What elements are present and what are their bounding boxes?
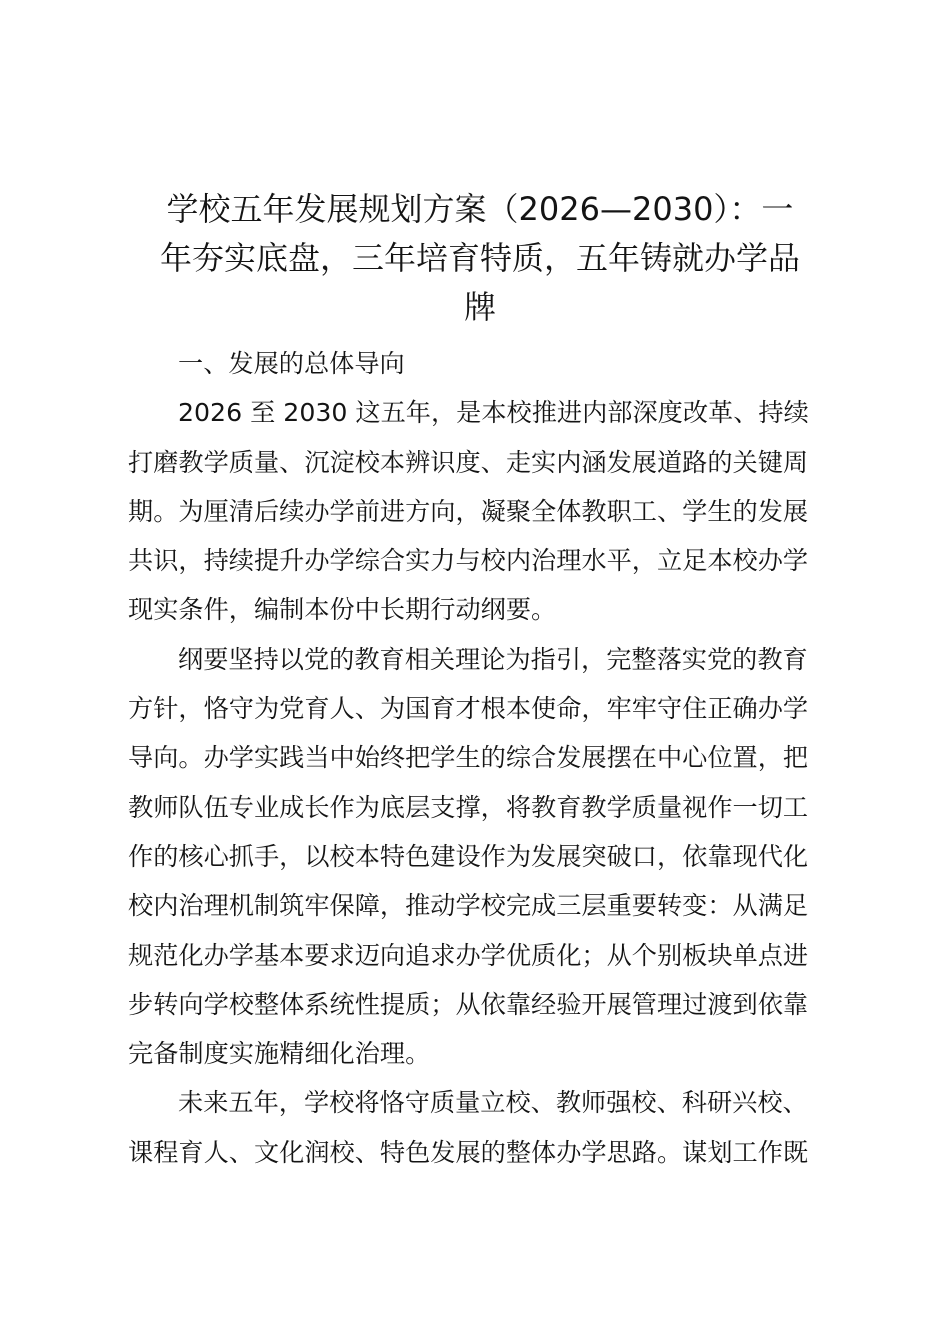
paragraph-line: 导向。办学实践当中始终把学生的综合发展摆在中心位置，把	[128, 743, 809, 773]
section-heading: 一、发展的总体导向	[178, 349, 405, 378]
paragraph-line: 作的核心抓手，以校本特色建设作为发展突破口，依靠现代化	[128, 841, 809, 871]
paragraph-line: 步转向学校整体系统性提质；从依靠经验开展管理过渡到依靠	[128, 989, 809, 1019]
paragraph-line: 2026 至 2030 这五年，是本校推进内部深度改革、持续	[178, 398, 809, 428]
title-line: 学校五年发展规划方案（2026—2030）：一	[166, 190, 794, 228]
title-line: 年夯实底盘，三年培育特质，五年铸就办学品	[159, 239, 800, 277]
paragraph-line: 完备制度实施精细化治理。	[128, 1039, 431, 1069]
paragraph-line: 教师队伍专业成长作为底层支撑，将教育教学质量视作一切工	[128, 792, 809, 822]
document-title	[110, 185, 850, 332]
document-body	[128, 339, 838, 1177]
paragraph-line: 规范化办学基本要求迈向追求办学优质化；从个别板块单点进	[128, 940, 809, 970]
paragraph-3	[128, 1078, 838, 1177]
paragraph-1	[128, 388, 838, 634]
paragraph-2	[128, 635, 838, 1079]
paragraph-line: 纲要坚持以党的教育相关理论为指引，完整落实党的教育	[178, 644, 808, 674]
paragraph-line: 打磨教学质量、沉淀校本辨识度、走实内涵发展道路的关键周	[128, 447, 809, 477]
paragraph-line: 共识，持续提升办学综合实力与校内治理水平，立足本校办学	[128, 546, 809, 576]
paragraph-line: 现实条件，编制本份中长期行动纲要。	[128, 595, 557, 625]
title-line: 牌	[463, 288, 496, 326]
paragraph-line: 期。为厘清后续办学前进方向，凝聚全体教职工、学生的发展	[128, 496, 809, 526]
paragraph-line: 课程育人、文化润校、特色发展的整体办学思路。谋划工作既	[128, 1137, 809, 1167]
paragraph-line: 校内治理机制筑牢保障，推动学校完成三层重要转变：从满足	[128, 891, 809, 921]
paragraph-line: 未来五年，学校将恪守质量立校、教师强校、科研兴校、	[178, 1088, 808, 1118]
paragraph-line: 方针，恪守为党育人、为国育才根本使命，牢牢守住正确办学	[128, 694, 809, 724]
